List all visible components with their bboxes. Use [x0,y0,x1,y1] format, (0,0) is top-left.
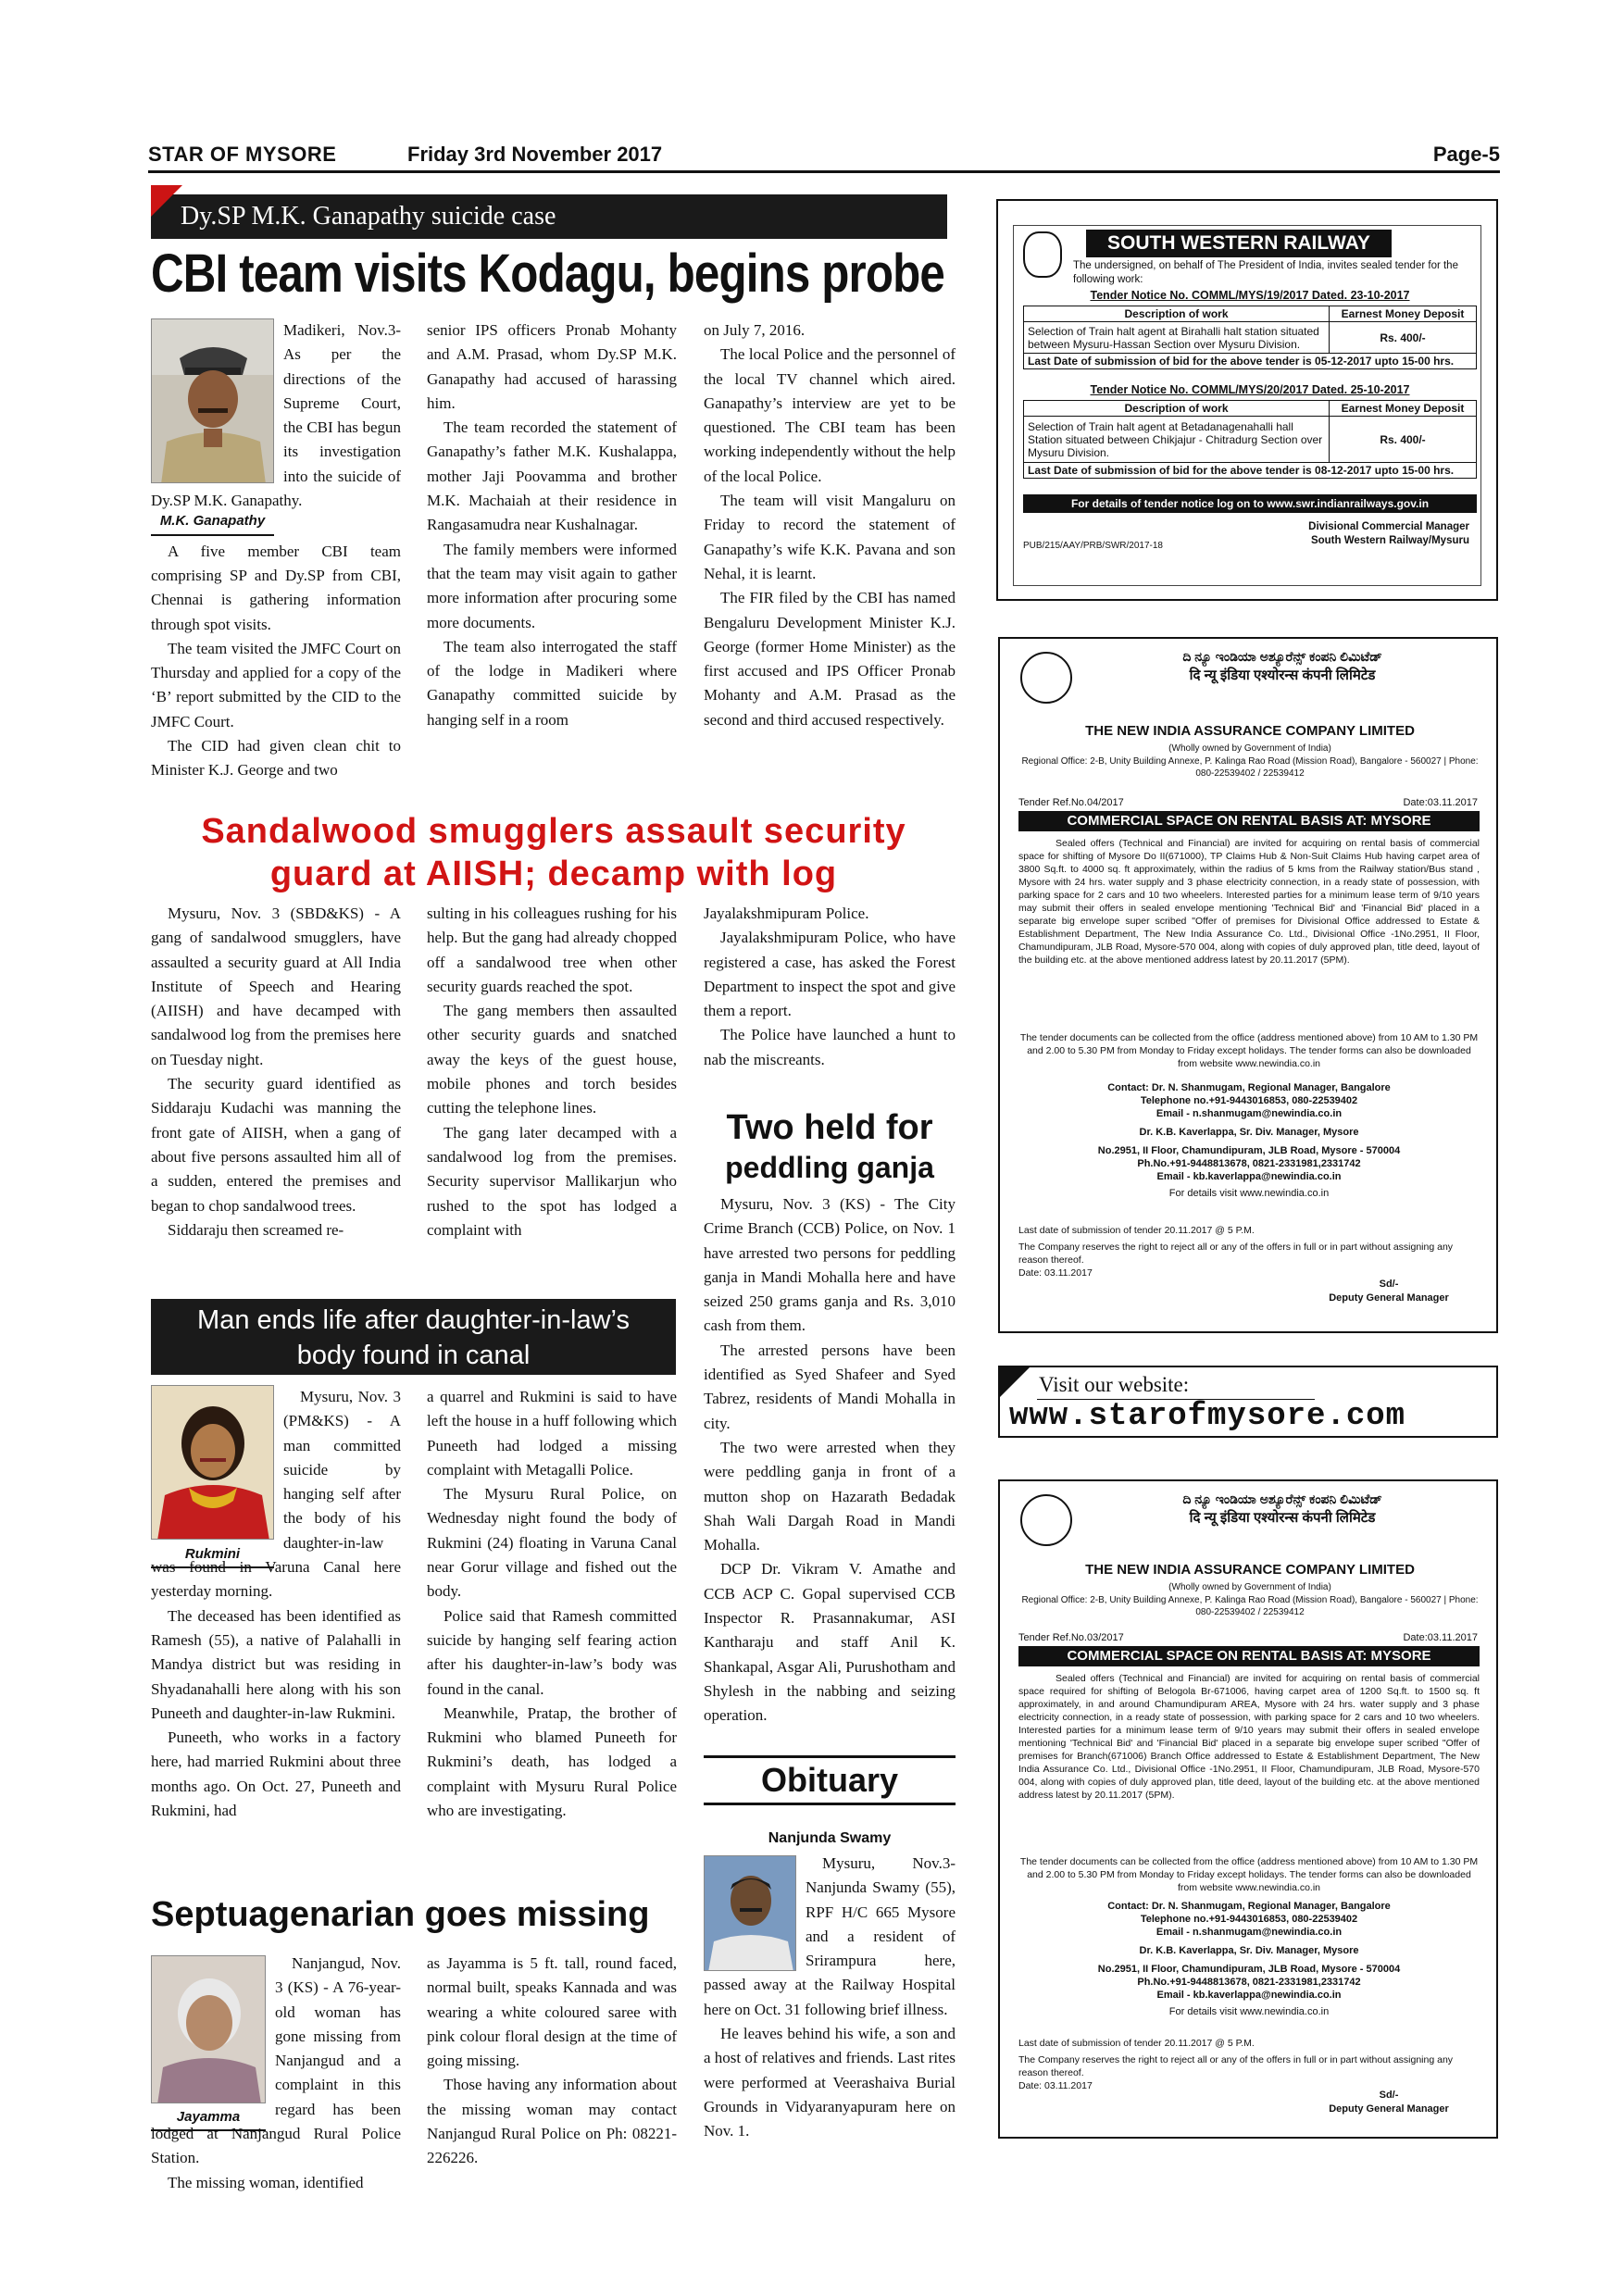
story2-headline-line: Sandalwood smugglers assault security [201,812,906,851]
issue-date: Friday 3rd November 2017 [407,143,663,166]
story2-para: Mysuru, Nov. 3 (SBD&KS) - A gang of sandalwood smugglers, have assaulted a security guard at All India Institute of Speech and Hearing (AIISH) and have decamped with sandalwood log from the premises here on Tuesday night. [151,905,401,1068]
story2-para: Jayalakshmipuram Police. [704,905,869,922]
story4-column-1 [151,1385,401,1823]
story5-column-2 [427,1952,677,2171]
story3-para: DCP Dr. Vikram V. Amathe and CCB ACP C. Gopal supervised CCB Inspector R. Prasannakumar, ASI Kantharaju and staff Anil K. Shankapal, Asgar Ali, Purushotham and Shylesh in the nabbing and seizing operation. [704,1560,956,1725]
nia-address: Regional Office: 2-B, Unity Building Annexe, P. Kalinga Rao Road (Mission Road), Bangalore - 560027 | Phone: 080-22539402 / 22539412 [1021,1595,1479,1617]
story4-headline [151,1299,676,1375]
visit-label: Visit our website: [1039,1373,1190,1396]
nia-reserve: The Company reserves the right to reject all or any of the offers in full or in part without assigning any reason thereof. [1018,1242,1454,1266]
story2-para: The gang later decamped with a sandalwood log from the premises. Security supervisor Mallikarjun who rushed to the spot has lodged a complaint with [427,1123,677,1239]
story4-photo-caption: Rukmini [151,1542,274,1568]
obituary-photo [704,1855,796,1971]
nia-timing: The tender documents can be collected from the office (address mentioned above) from 10 AM to 1.30 PM and 2.00 to 5.30 PM from Monday to Friday except holidays. The tender forms can also be downloaded from website www.newindia.co.in [1019,1856,1479,1893]
story2-headline-line: guard at AIISH; decamp with log [269,855,838,893]
nia-company-name: THE NEW INDIA ASSURANCE COMPANY LIMITED [1085,1562,1415,1578]
nia-footer-date: Date: 03.11.2017 [1018,2080,1093,2091]
story3-para: The arrested persons have been identified as Syed Shafeer and Syed Tabrez, residents of Mandi Mohalla in city. [704,1341,956,1432]
india-map-logo-icon [1020,652,1072,704]
nia-company-name: THE NEW INDIA ASSURANCE COMPANY LIMITED [1085,723,1415,739]
story3-para: The two were arrested when they were peddling ganja in front of a mutton shop on Hazarath Bedadak Shah Wali Dargah Road in Mandi Mohalla. [704,1438,956,1554]
nia-hindi-name: दि न्यू इंडिया एश्योरन्स कंपनी लिमिटेड [1189,668,1376,683]
nia-last-date: Last date of submission of tender 20.11.2017 @ 5 P.M. [1018,2038,1255,2049]
story1-column-2 [427,318,677,732]
nia-contact-line: Ph.No.+91-9448813678, 0821-2331981,2331742 [1137,1977,1361,1988]
story5-para: as Jayamma is 5 ft. tall, round faced, normal built, speaks Kannada and was wearing a white coloured saree with pink colour floral design at the time of going missing. [427,1954,677,2070]
story4-lead: Mysuru, Nov. 3 (PM&KS) - A man committed suicide by hanging self after the body of his daughter-in-law was found in Varuna Canal here yesterday morning. [151,1388,401,1601]
story4-para: Puneeth, who works in a factory here, had married Rukmini about three months ago. On Oct. 27, Puneeth and Rukmini, had [151,1728,401,1820]
nia-footer [1018,1224,1480,1279]
nia-owned: (Wholly owned by Government of India) [1168,743,1331,754]
elderly-woman-photo-icon [152,1956,266,2103]
railway-table-1 [1023,306,1477,369]
story1-column-1 [151,318,401,783]
nia-sign: Deputy General Manager [1329,2103,1449,2115]
story3-headline-line: peddling ganja [725,1151,934,1184]
table-header: Description of work [1024,401,1330,417]
story4-column-2 [427,1385,677,1823]
railway-notice-1: Tender Notice No. COMML/MYS/19/2017 Dated. 23-10-2017 [1090,289,1410,302]
page-number: Page-5 [1432,143,1500,166]
story1-para: on July 7, 2016. [704,321,806,339]
nia-kannada-name: ದಿ ನ್ಯೂ ಇಂಡಿಯಾ ಅಶ್ಯೂರೆನ್ಸ್ ಕಂಪನಿ ಲಿಮಿಟೆಡ್ [1182,649,1382,664]
story2-para: The Police have launched a hunt to nab the miscreants. [704,1026,956,1068]
railway-sign-line: Divisional Commercial Manager [1308,521,1469,532]
story4-headline-line: Man ends life after daughter-in-law’s [197,1305,630,1335]
story2-para: The gang members then assaulted other security guards and snatched away the keys of the guest house, mobile phones and torch besides cutting the telephone lines. [427,1002,677,1117]
visit-website-banner[interactable] [998,1366,1498,1438]
story1-para: A five member CBI team comprising SP and Dy.SP from CBI, Chennai is gathering information through spot visits. [151,542,401,633]
story1-kicker [151,194,947,239]
obituary-name: Nanjunda Swamy [768,1830,892,1846]
visit-url-link[interactable]: www.starofmysore.com [1009,1399,1406,1434]
story3-headline-line: Two held for [726,1108,933,1147]
nia-contact-line: Email - kb.kaverlappa@newindia.co.in [1156,1990,1342,2001]
nia-contacts [1018,1081,1480,1200]
story2-column-1 [151,902,401,1242]
table-header: Description of work [1024,306,1330,322]
story2-column-3 [704,902,956,1072]
nia-contact-line: Email - n.shanmugam@newindia.co.in [1156,1927,1343,1938]
nia-sd: Sd/- [1379,2090,1399,2101]
story4-para: Police said that Ramesh committed suicide by hanging self fearing action after his daughter-in-law’s body was found in the canal. [427,1606,677,1698]
table-header: Earnest Money Deposit [1330,306,1477,322]
table-cell: Selection of Train halt agent at Betadanagenahalli hall Station situated between Chikjajur - Chitradurg Section over Mysuru Division. [1024,417,1330,463]
railway-ad-intro: The undersigned, on behalf of The President of India, invites sealed tender for the following work: [1073,260,1458,285]
railway-table-2 [1023,400,1477,479]
nia-contact-line: Telephone no.+91-9443016853, 080-22539402 [1140,1914,1358,1925]
story1-para: senior IPS officers Pronab Mohanty and A.M. Prasad, whom Dy.SP M.K. Ganapathy had accused of harassing him. [427,321,677,412]
nia-contact-line: Dr. K.B. Kaverlappa, Sr. Div. Manager, Mysore [1139,1127,1359,1138]
railway-logo-icon [1023,231,1062,278]
nia-body: Sealed offers (Technical and Financial) are invited for acquiring on rental basis of commercial space required for shifting of Belogola Br-671006, having carpet area of 1200 Sq.ft. to 1500 sq. ft approximately, in and around Chamundipuram AREA, Mysore with 24 hrs. water supply and 3 phase electricity connection, in a ready state of possession, with parking space for 2 cars and 10 two wheelers. Interested parties for a minimum lease term of 9/10 years may submit their offers in sealed envelope mentioning 'Technical Bid' and 'Financial Bid' placed in a separate big envelope super scribed "Offer of premises for Branch(671006) Branch Office addressed to Estate & Establishment Department, The New India Assurance Co. Ltd., Divisional Office -1No.2951, II Floor, Chamundipuram, JLB Road, Mysore-570 004, along with copies of duly approved plan, title deed, layout of the building etc. at the above mentioned address latest by 20.11.2017 (5PM). [1018,1673,1480,1801]
nia-timing: The tender documents can be collected from the office (address mentioned above) from 10 AM to 1.30 PM and 2.00 to 5.30 PM from Monday to Friday except holidays. The tender forms can also be downloaded from website www.newindia.co.in [1019,1032,1479,1069]
story1-para: The local Police and the personnel of the local TV channel which aired. Ganapathy’s interview are yet to be questioned. The CBI team has been working independently without the help of the local Police. [704,345,956,485]
nia-tender-ad-1 [998,637,1498,1333]
story1-headline: CBI team visits Kodagu, begins probe [151,243,944,304]
nia-contact-line: No.2951, II Floor, Chamundipuram, JLB Road, Mysore - 570004 [1097,1145,1401,1156]
nia-tender-date: Date:03.11.2017 [1403,1632,1478,1643]
table-cell: Selection of Train halt agent at Birahalli halt station situated between Mysuru-Hassan Section over Mysuru Division. [1024,322,1330,354]
nia-body: Sealed offers (Technical and Financial) are invited for acquiring on rental basis of commercial space for shifting of Mysore Do II(671000), TP Claims Hub & Non-Suit Claims Hub having carpet area of 3800 Sq.ft. to 4000 sq. ft approximately, within the radius of 5 kms from the Railway station/Bus stand , Mysore with 24 hrs. water supply and 3 phase electricity connection, in a ready state of possession, with parking space for 2 cars and 10 two wheelers. Interested parties for a minimum lease term of 9/10 years may submit their offers in sealed envelope mentioning 'Technical Bid' and 'Financial Bid' placed in a separate big envelope super scribed "Offer of premises for Divisional Office addressed to Estate & Establishment Department, The New India Assurance Co. Ltd., Divisional Office -1No.2951, II Floor, Chamundipuram, JLB Road, Mysore-570 004, along with copies of duly approved plan, title deed, layout of the building etc. at the above mentioned address latest by 20.11.2017 (5PM). [1018,838,1480,966]
story1-para: The CID had given clean chit to Minister K.J. George and two [151,737,401,780]
story2-headline [151,810,956,895]
nia-contact-line: Ph.No.+91-9448813678, 0821-2331981,2331742 [1137,1158,1361,1169]
railway-ad-title: SOUTH WESTERN RAILWAY [1086,230,1392,257]
story2-para: sulting in his colleagues rushing for his help. But the gang had already chopped off a sandalwood tree when other security guards reached the spot. [427,905,677,995]
nia-kannada-name: ದಿ ನ್ಯೂ ಇಂಡಿಯಾ ಅಶ್ಯೂರೆನ್ಸ್ ಕಂಪನಿ ಲಿಮಿಟೆಡ್ [1182,1491,1382,1506]
story1-para: The team visited the JMFC Court on Thursday and applied for a copy of the ‘B’ report submitted by the CID to the JMFC Court. [151,639,401,730]
obituary-para: He leaves behind his wife, a son and a host of relatives and friends. Last rites were performed at Veerashaiva Burial Grounds in Vidyaranyapuram here on Nov. 1. [704,2025,956,2140]
woman-photo-icon [152,1386,274,1540]
nia-contact-line: Contact: Dr. N. Shanmugam, Regional Manager, Bangalore [1107,1082,1391,1093]
nia-contact-line: No.2951, II Floor, Chamundipuram, JLB Road, Mysore - 570004 [1097,1964,1401,1975]
railway-signatory [1308,520,1469,548]
railway-tender-ad [996,199,1498,601]
railway-ad-frame [1013,225,1481,586]
nia-tender-date: Date:03.11.2017 [1403,797,1478,808]
obituary-rule [704,1803,956,1805]
story1-para: The FIR filed by the CBI has named Bengaluru Development Minister K.J. George (former Home Minister) as the first accused and IPS Officer Pronab Mohanty and A.M. Prasad as the second and third accused respectively. [704,589,956,729]
table-cell: Last Date of submission of bid for the above tender is 08-12-2017 upto 15-00 hrs. [1024,463,1477,479]
story1-para: The team also interrogated the staff of the lodge in Madikeri where Ganapathy committed suicide by hanging self in a room [427,637,677,729]
obituary-title: Obituary [760,1761,899,1799]
story4-headline-line: body found in canal [296,1341,531,1370]
story5-headline: Septuagenarian goes missing [151,1895,650,1934]
nia-reserve: The Company reserves the right to reject all or any of the offers in full or in part without assigning any reason thereof. [1018,2054,1454,2078]
obituary-body [704,1852,956,2144]
story5-lead: Nanjangud, Nov. 3 (KS) - A 76-year-old woman has gone missing from Nanjangud and a complaint in this regard has been lodged at Nanjangud Rural Police Station. [151,1954,401,2167]
nia-sd: Sd/- [1379,1279,1399,1290]
story3-headline [704,1106,956,1186]
story1-kicker-text: Dy.SP M.K. Ganapathy suicide case [181,202,556,231]
story1-lead: Madikeri, Nov.3- As per the directions of the Supreme Court, the CBI has begun its investigation into the suicide of Dy.SP M.K. Ganapathy. [151,321,401,510]
story1-column-3 [704,318,956,732]
nia-contact-line: Dr. K.B. Kaverlappa, Sr. Div. Manager, Mysore [1139,1945,1359,1956]
publication-name: STAR OF MYSORE [148,143,337,166]
table-header: Earnest Money Deposit [1330,401,1477,417]
railway-ad-ref: PUB/215/AAY/PRB/SWR/2017-18 [1023,541,1163,551]
nia-sign: Deputy General Manager [1329,1292,1449,1304]
nia-last-date: Last date of submission of tender 20.11.2017 @ 5 P.M. [1018,1225,1255,1236]
nia-owned: (Wholly owned by Government of India) [1168,1582,1331,1592]
nia-tender-ad-2 [998,1479,1498,2139]
story5-photo [151,1955,266,2103]
table-cell: Rs. 400/- [1330,417,1477,463]
story5-para: The missing woman, identified [168,2173,364,2191]
story1-para: The team recorded the statement of Ganapathy’s father M.K. Kushalappa, mother Jaji Poovamma and brother M.K. Machaiah at their residence in Rangasamudra near Kushalnagar. [427,418,677,534]
story3-para: Mysuru, Nov. 3 (KS) - The City Crime Branch (CCB) Police, on Nov. 1 have arrested two persons for peddling ganja in Mandi Mohalla here and have seized 250 grams ganja and Rs. 3,010 cash from them. [704,1195,956,1335]
story2-para: The security guard identified as Siddaraju Kudachi was manning the front gate of AIISH, when a gang of about five persons assaulted him all of a sudden, entered the premises and began to chop sandalwood trees. [151,1075,401,1215]
railway-sign-line: South Western Railway/Mysuru [1310,535,1469,546]
nia-address: Regional Office: 2-B, Unity Building Annexe, P. Kalinga Rao Road (Mission Road), Bangalore - 560027 | Phone: 080-22539402 / 22539412 [1021,756,1479,779]
nia-contact-line: For details visit www.newindia.co.in [1168,2006,1330,2017]
table-cell: Rs. 400/- [1330,322,1477,354]
story4-para: a quarrel and Rukmini is said to have left the house in a huff following which Puneeth had lodged a missing complaint with Metagalli Police. [427,1388,677,1479]
kicker-accent [151,185,182,217]
story3-body [704,1192,956,1728]
obituary-header [704,1755,956,1805]
story1-para: The team will visit Mangaluru on Friday to record the statement of Ganapathy’s wife K.K. Pavana and son Nehal, it is learnt. [704,492,956,582]
story5-para: Those having any information about the missing woman may contact Nanjangud Rural Police on Ph: 08221-226226. [427,2076,677,2167]
story1-photo [151,318,274,483]
nia-title-bar: COMMERCIAL SPACE ON RENTAL BASIS AT: MYSORE [1018,811,1480,831]
nia-footer-date: Date: 03.11.2017 [1018,1267,1093,1279]
railway-website-bar: For details of tender notice log on to www.swr.indianrailways.gov.in [1023,494,1477,513]
story4-para: The Mysuru Rural Police, on Wednesday night found the body of Rukmini (24) floating in Varuna Canal near Gorur village and fished out the body. [427,1485,677,1601]
header-rule [148,170,1500,173]
nia-contact-line: Email - kb.kaverlappa@newindia.co.in [1156,1171,1342,1182]
nia-contact-line: Contact: Dr. N. Shanmugam, Regional Manager, Bangalore [1107,1901,1391,1912]
man-photo-icon [705,1856,796,1971]
nia-contact-line: For details visit www.newindia.co.in [1168,1188,1330,1199]
story4-para: The deceased has been identified as Ramesh (55), a native of Palahalli in Mandya district but was residing in Shyadanahalli here along with his son Puneeth and daughter-in-law Rukmini. [151,1606,401,1722]
story2-para: Siddaraju then screamed re- [168,1220,344,1239]
story4-para: Meanwhile, Pratap, the brother of Rukmini who blamed Puneeth for Rukmini’s death, has lodged a complaint with Mysuru Rural Police who are investigating. [427,1703,677,1820]
nia-signatory [1305,1278,1472,1305]
nia-contacts [1018,1900,1480,2018]
nia-signatory [1305,2089,1472,2116]
nia-title-bar: COMMERCIAL SPACE ON RENTAL BASIS AT: MYSORE [1018,1646,1480,1666]
story4-photo [151,1385,274,1540]
story1-para: The family members were informed that the team may visit again to gather more information after procuring some more documents. [427,540,677,631]
nia-tender-ref: Tender Ref.No.03/2017 [1018,1632,1124,1643]
nia-hindi-name: दि न्यू इंडिया एश्योरन्स कंपनी लिमिटेड [1189,1510,1376,1526]
visit-accent [998,1366,1031,1399]
officer-photo-icon [152,319,274,483]
story2-column-2 [427,902,677,1242]
nia-contact-line: Telephone no.+91-9443016853, 080-22539402 [1140,1095,1358,1106]
india-map-logo-icon [1020,1494,1072,1546]
story1-photo-caption: M.K. Ganapathy [151,509,274,535]
story5-column-1 [151,1952,401,2195]
table-cell: Last Date of submission of bid for the above tender is 05-12-2017 upto 15-00 hrs. [1024,354,1477,369]
story5-photo-caption: Jayamma [151,2105,266,2131]
nia-footer [1018,2037,1480,2092]
obituary-lead: Mysuru, Nov.3- Nanjunda Swamy (55), RPF H/C 665 Mysore and a resident of Srirampura here, passed away at the Railway Hospital here on Oct. 31 following brief illness. [704,1854,956,2018]
railway-notice-2: Tender Notice No. COMML/MYS/20/2017 Dated. 25-10-2017 [1090,383,1410,396]
nia-contact-line: Email - n.shanmugam@newindia.co.in [1156,1108,1343,1119]
nia-tender-ref: Tender Ref.No.04/2017 [1018,797,1124,808]
story2-para: Jayalakshmipuram Police, who have registered a case, has asked the Forest Department to inspect the spot and give them a report. [704,929,956,1020]
